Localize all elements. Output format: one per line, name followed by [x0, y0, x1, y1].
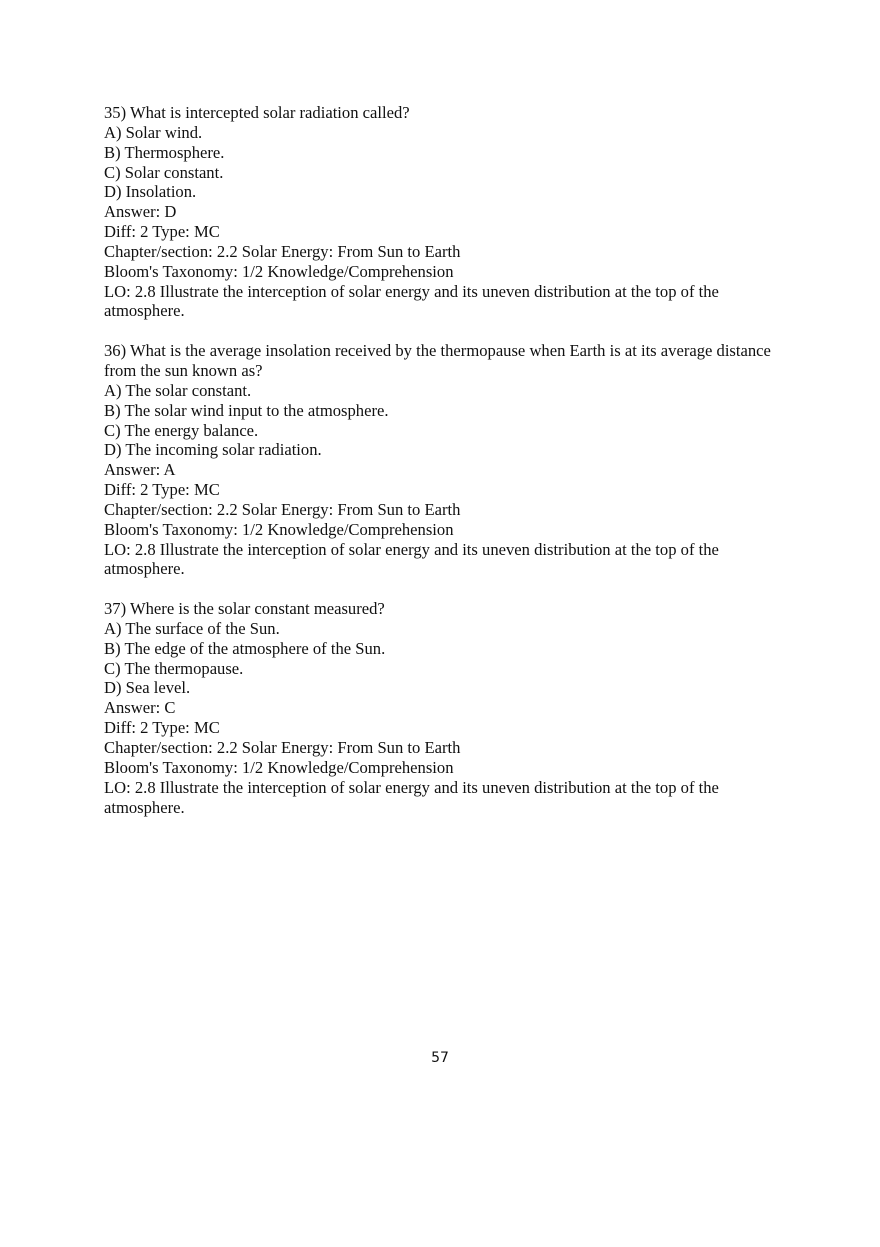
answer: Answer: A	[104, 460, 176, 480]
option-d: D) Insolation.	[104, 182, 197, 202]
option-c: C) Solar constant.	[104, 162, 224, 182]
blooms-taxonomy: Bloom's Taxonomy: 1/2 Knowledge/Comprehension	[104, 757, 454, 777]
option-b: B) The edge of the atmosphere of the Sun.	[104, 638, 386, 658]
chapter-section: Chapter/section: 2.2 Solar Energy: From Sun to Earth	[104, 738, 461, 757]
document-page	[104, 103, 794, 837]
learning-objective: LO: 2.8 Illustrate the interception of solar energy and its uneven distribution at the top of the atmosphere.	[104, 777, 719, 817]
answer: Answer: C	[104, 698, 176, 718]
question-block-36	[104, 341, 794, 579]
question-block-37	[104, 599, 794, 817]
difficulty-type: Diff: 2 Type: MC	[104, 718, 220, 738]
option-c: C) The thermopause.	[104, 658, 244, 678]
option-d: D) Sea level.	[104, 678, 191, 698]
difficulty-type: Diff: 2 Type: MC	[104, 480, 220, 500]
question-text: 36) What is the average insolation received by the thermopause when Earth is at its average distance from the sun known as?	[104, 341, 771, 380]
chapter-section: Chapter/section: 2.2 Solar Energy: From Sun to Earth	[104, 499, 461, 519]
question-text: 35) What is intercepted solar radiation called?	[104, 103, 410, 122]
blooms-taxonomy: Bloom's Taxonomy: 1/2 Knowledge/Comprehension	[104, 519, 454, 539]
learning-objective: LO: 2.8 Illustrate the interception of solar energy and its uneven distribution at the top of the atmosphere.	[104, 539, 719, 579]
option-a: A) Solar wind.	[104, 122, 203, 142]
option-d: D) The incoming solar radiation.	[104, 440, 322, 460]
option-a: A) The surface of the Sun.	[104, 618, 280, 638]
question-text: 37) Where is the solar constant measured?	[104, 599, 385, 619]
question-block-35	[104, 103, 794, 321]
option-c: C) The energy balance.	[104, 420, 259, 440]
page-number: 57	[431, 1050, 449, 1066]
chapter-section: Chapter/section: 2.2 Solar Energy: From Sun to Earth	[104, 241, 461, 261]
learning-objective: LO: 2.8 Illustrate the interception of solar energy and its uneven distribution at the top of the atmosphere.	[104, 281, 719, 321]
difficulty-type: Diff: 2 Type: MC	[104, 222, 220, 242]
blooms-taxonomy: Bloom's Taxonomy: 1/2 Knowledge/Comprehension	[104, 261, 454, 281]
option-b: B) The solar wind input to the atmosphere.	[104, 400, 389, 420]
option-a: A) The solar constant.	[104, 380, 252, 400]
answer: Answer: D	[104, 202, 177, 222]
option-b: B) Thermosphere.	[104, 142, 225, 162]
